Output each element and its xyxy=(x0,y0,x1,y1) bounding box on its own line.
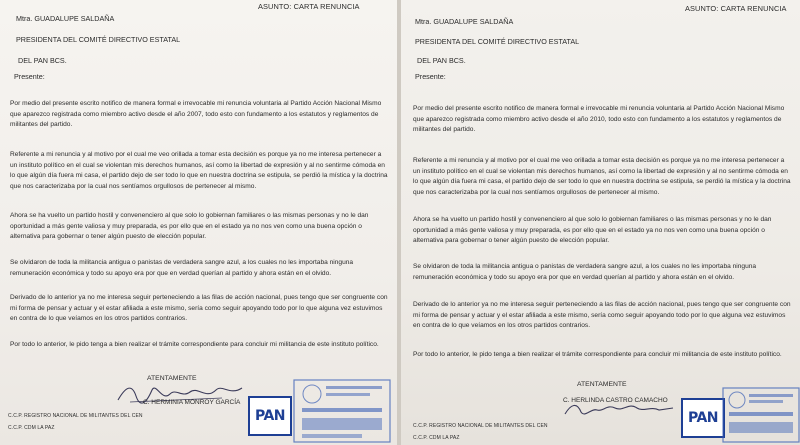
addressee-position: PRESIDENTA DEL COMITÉ DIRECTIVO ESTATAL xyxy=(16,35,181,44)
body-paragraph: Por todo lo anterior, le pido tenga a bien realizar el trámite correspondiente para concluir mi militancia de este instituto político. xyxy=(10,341,379,348)
received-stamp xyxy=(292,378,392,445)
body-paragraph: Por todo lo anterior, le pido tenga a bien realizar el trámite correspondiente para concluir mi militancia de este instituto político. xyxy=(413,351,782,358)
addressee-name: Mtra. GUADALUPE SALDAÑA xyxy=(16,14,115,23)
addressee-party: DEL PAN BCS. xyxy=(417,56,466,65)
received-stamp xyxy=(721,386,800,445)
pan-logo xyxy=(248,396,292,436)
addressee-party: DEL PAN BCS. xyxy=(18,56,67,65)
pan-logo xyxy=(681,398,725,438)
pan-logo-text: PAN xyxy=(687,410,719,426)
salutation: Presente: xyxy=(415,72,446,81)
subject-line: ASUNTO: CARTA RENUNCIA xyxy=(685,4,787,13)
addressee-position: PRESIDENTA DEL COMITÉ DIRECTIVO ESTATAL xyxy=(415,37,580,46)
closing-text: ATENTAMENTE xyxy=(577,381,627,388)
ccp-line: C.C.P. REGISTRO NACIONAL DE MILITANTES DEL CEN xyxy=(413,423,548,429)
salutation: Presente: xyxy=(14,72,45,81)
body-paragraph: Derivado de lo anterior ya no me interesa seguir perteneciendo a las filas de acción nacional, pues tengo que ser congruente con mi forma de pensar y actuar y el estar afiliada a este mismo, sería como seguir apoyando todo por lo que alguna vez estuvimos en contra de lo que veíamos en los otros partidos contrarios. xyxy=(10,294,388,323)
body-paragraph: Derivado de lo anterior ya no me interesa seguir perteneciendo a las filas de acción nacional, pues tengo que ser congruente con mi forma de pensar y actuar y el estar afiliada a este mismo, sería como seguir apoyando todo por lo que alguna vez estuvimos en contra de lo que veíamos en los otros partidos contrarios. xyxy=(413,301,791,330)
closing-text: ATENTAMENTE xyxy=(147,375,197,382)
ccp-line: C.C.P. REGISTRO NACIONAL DE MILITANTES DEL CEN xyxy=(8,413,143,419)
handwritten-signature xyxy=(561,396,681,422)
body-paragraph: Por medio del presente escrito notifico de manera formal e irrevocable mi renuncia voluntaria al Partido Acción Nacional Mismo que aparezco registrada como miembro activo desde el año 2010, todo esto con fundamento a los estatutos y reglamentos de militantes del partido. xyxy=(413,105,785,134)
body-paragraph: Ahora se ha vuelto un partido hostil y convenenciero al que solo lo gobiernan familiares o las mismas personas y no le dan oportunidad a más gente valiosa y muy preparada, es por ello que en el estado ya no nos ven como una buena opción o alternativa para gobernar o tener algún puesto de elección popular. xyxy=(10,212,369,241)
addressee-name: Mtra. GUADALUPE SALDAÑA xyxy=(415,17,514,26)
ccp-line: C.C.P. CDM LA PAZ xyxy=(8,425,55,431)
body-paragraph: Se olvidaron de toda la militancia antigua o panistas de verdadera sangre azul, a los cuales no les importaba ninguna remuneración económica y todo su apoyo era por que en verdad querían al partido y ahora están en el olvido. xyxy=(413,263,757,281)
pan-logo-text: PAN xyxy=(254,408,286,424)
body-paragraph: Referente a mi renuncia y al motivo por el cual me veo orillada a tomar esta decisión es porque ya no me interesa pertenecer a un instituto político en el cual se violentan mis derechos humanos, así como la libertad de expresión y al no sentirme cómoda en lo que algún día fuera mi casa, el partido dejo de ser todo lo que en nuestra doctrina se estipula, se perdió la mística y la doctrina que nos caracterizaba por la cual nos sentíamos orgullosos de pertenecer al mismo. xyxy=(10,151,388,190)
subject-line: ASUNTO: CARTA RENUNCIA xyxy=(258,2,360,11)
letter-page-left xyxy=(0,0,397,445)
body-paragraph: Por medio del presente escrito notifico de manera formal e irrevocable mi renuncia voluntaria al Partido Acción Nacional Mismo que aparezco registrada como miembro activo desde el año 2007, todo esto con fundamento a los estatutos y reglamentos de militantes del partido. xyxy=(10,100,382,129)
signer-name: C. HERLINDA CASTRO CAMACHO xyxy=(563,397,668,404)
letter-page-right xyxy=(401,0,800,445)
body-paragraph: Se olvidaron de toda la militancia antigua o panistas de verdadera sangre azul, a los cuales no les importaba ninguna remuneración económica y todo su apoyo era por que en verdad querían al partido y ahora están en el olvido. xyxy=(10,259,354,277)
body-paragraph: Ahora se ha vuelto un partido hostil y convenenciero al que solo lo gobiernan familiares o las mismas personas y no le dan oportunidad a más gente valiosa y muy preparada, es por ello que en el estado ya no nos ven como una buena opción o alternativa para gobernar o tener algún puesto de elección popular. xyxy=(413,216,772,245)
body-paragraph: Referente a mi renuncia y al motivo por el cual me veo orillada a tomar esta decisión es porque ya no me interesa pertenecer a un instituto político en el cual se violentan mis derechos humanos, así como la libertad de expresión y al no sentirme cómoda en lo que algún día fuera mi casa, el partido dejo de ser todo lo que en nuestra doctrina se estipula, se perdió la mística y la doctrina que nos caracterizaba por la cual nos sentíamos orgullosos de pertenecer al mismo. xyxy=(413,157,791,196)
ccp-line: C.C.P. CDM LA PAZ xyxy=(413,435,460,441)
signer-name: C. HERMINIA MONROY GARCÍA xyxy=(143,399,241,406)
